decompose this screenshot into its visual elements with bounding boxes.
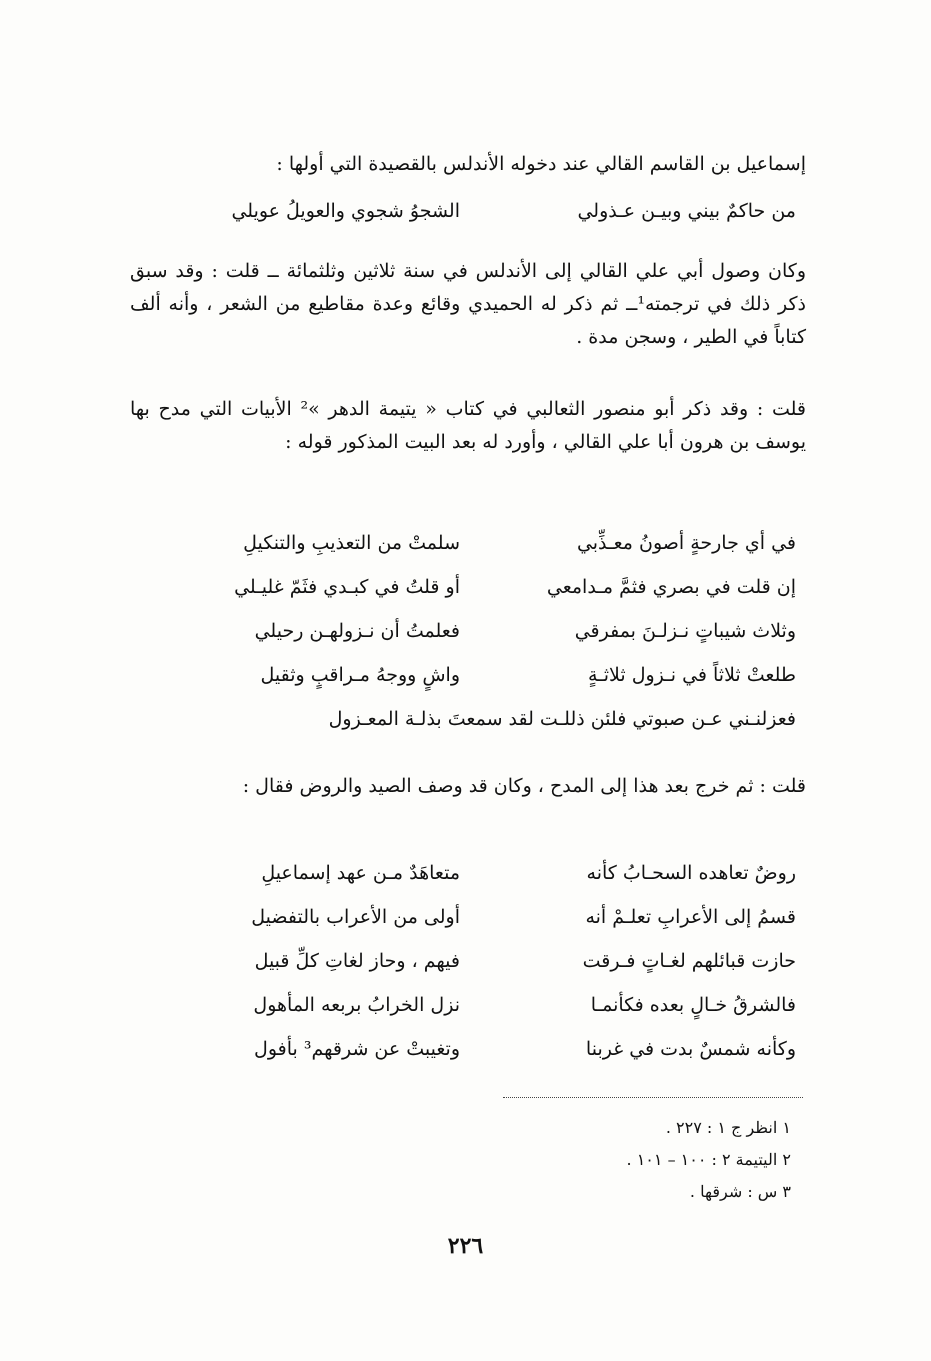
verse-first-hemistich: فالشرقُ خـالٍ بعده فكأنمـا	[590, 994, 796, 1016]
verse-second-hemistich: أولى من الأعراب بالتفضيل	[251, 906, 460, 928]
verse-first-hemistich: قسمُ إلى الأعرابِ تعلـمْ أنه	[585, 906, 796, 928]
verse-line	[130, 532, 806, 576]
verse-second-hemistich: الشجوُ شجوي والعويلُ عويلي	[231, 200, 460, 222]
verse-line	[130, 950, 806, 994]
footnote-divider	[503, 1097, 803, 1098]
paragraph-thaalibi: قلت : وقد ذكر أبو منصور الثعالبي في كتاب « يتيمة الدهر »² الأبيات التي مدح بها يوسف بن هرون أبا علي القالي ، وأورد له بعد البيت المذكور قوله :	[130, 398, 807, 453]
verse-second-hemistich: نزل الخرابُ بربعه المأهول	[253, 994, 460, 1016]
verse-block-garden	[130, 862, 806, 1082]
verse-line	[130, 576, 806, 620]
paragraph-intro: إسماعيل بن القاسم القالي عند دخوله الأندلس بالقصيدة التي أولها :	[276, 153, 806, 175]
paragraph-arrival: وكان وصول أبي علي القالي إلى الأندلس في سنة ثلاثين وثلثمائة ــ قلت : وقد سبق ذكر ذلك في ترجمته¹ــ ثم ذكر له الحميدي وقائع وعدة مقاطيع من الشعر ، وأنه ألف كتاباً في الطير ، وسجن مدة .	[130, 260, 806, 348]
verse-block-praise	[130, 532, 806, 752]
verse-line	[130, 862, 806, 906]
verse-second-hemistich: متعاهَدٌ مـن عهد إسماعيلِ	[261, 862, 460, 884]
verse-second-hemistich: واشٍ ووجهُ مـراقبٍ وثقيل	[260, 664, 460, 686]
verse-line	[130, 708, 806, 752]
verse-second-hemistich: فيهم ، وحاز لغاتِ كلِّ قبيل	[254, 950, 460, 972]
verse-line	[130, 664, 806, 708]
verse-second-hemistich: سلمتْ من التعذيبِ والتنكيلِ	[243, 532, 460, 554]
verse-first-hemistich: من حاكمٌ بيني وبيـن عـذولي	[577, 200, 796, 222]
verse-first-hemistich: حازت قبائلهم لغـاتٍ فـرقت	[582, 950, 796, 972]
paragraph-hunt-garden: قلت : ثم خرج بعد هذا إلى المدح ، وكان قد وصف الصيد والروض فقال :	[242, 775, 806, 797]
verse-second-hemistich: فعلمتُ أن نـزولهـن رحيلي	[254, 620, 460, 642]
verse-line	[130, 1038, 806, 1082]
verse-first-hemistich: وكأنه شمسٌ بدت في غربنا	[585, 1038, 796, 1060]
footnote-3: ٣ س : شرقها .	[689, 1182, 791, 1201]
verse-first-hemistich: وثلاث شيباتٍ نـزلـنَ بمفرقي	[574, 620, 796, 642]
verse-first-hemistich: في أي جارحةٍ أصونُ معـذِّبي	[576, 532, 796, 554]
page-number: ٢٢٦	[447, 1233, 484, 1259]
footnote-2: ٢ اليتيمة ٢ : ١٠٠ – ١٠١ .	[626, 1150, 791, 1169]
verse-block-opening	[130, 200, 806, 244]
footnote-1: ١ انظر ج ١ : ٢٢٧ .	[665, 1118, 791, 1137]
verse-line	[130, 620, 806, 664]
footnotes	[627, 1112, 791, 1208]
verse-second-hemistich: أو قلتُ في كبـدي فثَمّ غليـلي	[234, 576, 460, 598]
verse-first-hemistich: إن قلت في بصري فثمَّ مـدامعي	[546, 576, 796, 598]
verse-line	[130, 994, 806, 1038]
verse-first-hemistich: روضٌ تعاهده السحـابُ كأنه	[586, 862, 796, 884]
verse-full-line: فعزلنـني عـن صبوتي فلئن ذللـت لقد سمعتَ بذلـة المعـزول	[328, 708, 796, 730]
verse-second-hemistich: وتغيبتْ عن شرقهم³ بأفول	[254, 1038, 460, 1060]
verse-line	[130, 906, 806, 950]
verse-first-hemistich: طلعتْ ثلاثاً في نـزول ثلاثـةٍ	[588, 664, 796, 686]
verse-line	[130, 200, 806, 244]
